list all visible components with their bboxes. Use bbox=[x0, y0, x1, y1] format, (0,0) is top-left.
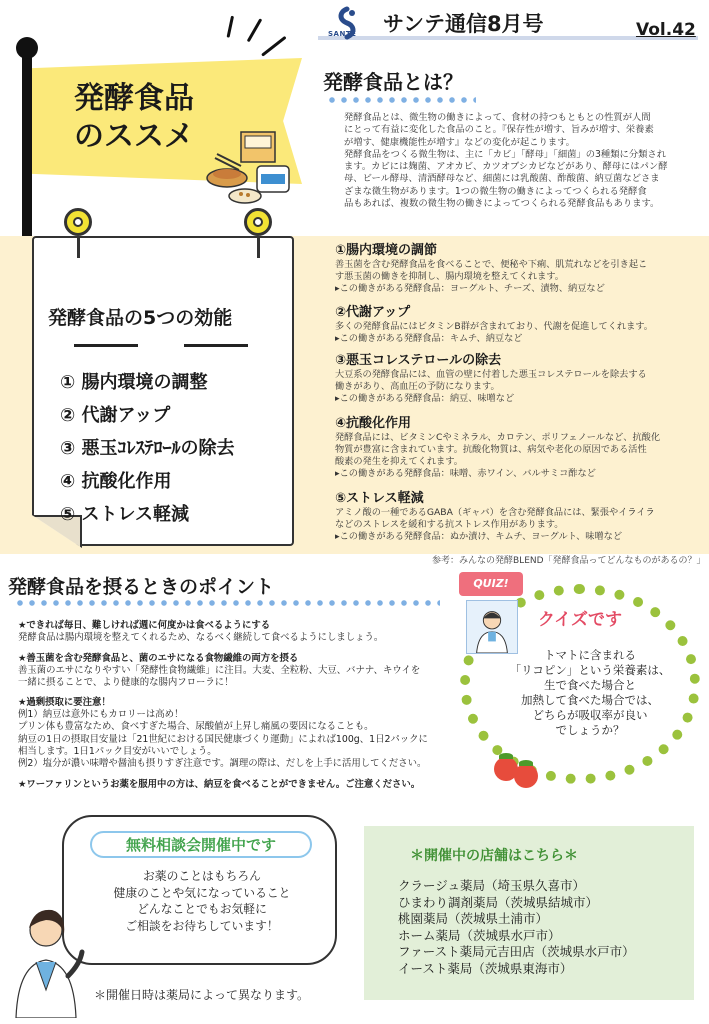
effect-line: ▸この働きがある発酵食品：味噌、赤ワイン、バルサミコ酢など bbox=[335, 468, 596, 479]
effects-card-item: ③ 悪玉ｺﾚｽﾃﾛｰﾙの除去 bbox=[60, 438, 235, 459]
consultation-title: 無料相談会開催中です bbox=[90, 831, 312, 858]
reference-note: 参考：みんなの発酵BLEND「発酵食品ってどんなものがあるの？」 bbox=[432, 556, 706, 566]
logo-text: SANTE bbox=[328, 30, 357, 38]
effect-line: ▸この働きがある発酵食品：ヨーグルト、チーズ、漬物、納豆など bbox=[335, 283, 605, 294]
nurse-illustration-icon bbox=[8, 900, 88, 1018]
accent-ray bbox=[247, 18, 263, 42]
effect-line: 発酵食品には、ビタミンCやミネラル、カロテン、ポリフェノールなど、抗酸化 bbox=[335, 432, 661, 443]
point-item-3 bbox=[18, 697, 448, 770]
pharmacist-icon bbox=[466, 600, 518, 654]
point-line: 相当します。1日1パック目安がいいでしょう。 bbox=[18, 745, 217, 757]
consultation-line: どんなことでもお気軽に bbox=[137, 902, 267, 916]
effect-heading: ④抗酸化作用 bbox=[335, 416, 412, 431]
effects-card-item: ② 代謝アップ bbox=[60, 405, 171, 426]
store-item: イースト薬局（茨城県東海市） bbox=[398, 960, 573, 976]
quiz-line: 生で食べた場合と bbox=[544, 678, 636, 692]
store-item: ホーム薬局（茨城県水戸市） bbox=[398, 927, 561, 943]
effect-heading: ②代謝アップ bbox=[335, 305, 411, 320]
intro-line: 品もあれば、複数の微生物の働きによってつくられる発酵食品もあります。 bbox=[344, 198, 660, 210]
tomato-leaf bbox=[519, 760, 533, 766]
binder-ring-hole bbox=[253, 217, 263, 227]
tomato-icon bbox=[514, 764, 538, 788]
tomato-leaf bbox=[499, 753, 513, 759]
point-line: 発酵食品は腸内環境を整えてくれるため、なるべく継続して食べるようにしましょう。 bbox=[18, 632, 384, 644]
quiz-badge: QUIZ! bbox=[459, 572, 523, 596]
intro-text bbox=[344, 112, 700, 210]
effect-heading: ③悪玉コレステロールの除去 bbox=[335, 353, 502, 368]
binder-ring-leg bbox=[257, 236, 260, 258]
intro-heading-dots bbox=[326, 97, 476, 103]
intro-line: にとって有益に変化した食品のこと。『保存性が増す、旨みが増す、栄養素 bbox=[344, 124, 654, 136]
store-item: ひまわり調剤薬局（茨城県結城市） bbox=[398, 894, 599, 910]
accent-ray bbox=[261, 36, 286, 57]
quiz-line: でしょうか？ bbox=[555, 723, 625, 737]
point-lead: ★過剰摂取に要注意！ bbox=[18, 697, 111, 708]
point-line: 納豆の1日の摂取目安量は「21世紀における国民健康づくり運動」によれば100g、1日2パックに bbox=[18, 733, 428, 745]
consultation-line: お薬のことはもちろん bbox=[143, 869, 261, 883]
quiz-title: クイズです bbox=[538, 610, 622, 630]
effect-heading: ①腸内環境の調節 bbox=[335, 243, 438, 258]
effect-line: す悪玉菌の働きを抑制し、腸内環境を整えてくれます。 bbox=[335, 271, 564, 282]
points-heading: 発酵食品を摂るときのポイント bbox=[8, 576, 275, 598]
effects-card-item: ① 腸内環境の調整 bbox=[60, 372, 208, 393]
intro-heading: 発酵食品とは？ bbox=[323, 70, 463, 94]
effect-line: 物質が豊富に含まれています。抗酸化物質は、病気や老化の原因である活性 bbox=[335, 444, 647, 455]
effect-line: などのストレスを緩和する抗ストレス作用があります。 bbox=[335, 519, 564, 530]
effect-section-3 bbox=[335, 353, 700, 405]
effect-line: 多くの発酵食品にはビタミンB群が含まれており、代謝を促進してくれます。 bbox=[335, 321, 653, 332]
point-lead: ★できれば毎日、難しければ週に何度かは食べるようにする bbox=[18, 620, 271, 631]
point-lead: ★善玉菌を含む発酵食品と、菌のエサになる食物繊維の両方を摂る bbox=[18, 653, 299, 664]
point-line: 一緒に摂ることで、より健康的な腸内フローラに！ bbox=[18, 677, 234, 689]
consultation-body bbox=[82, 868, 322, 934]
point-line: 善玉菌のエサになりやすい「発酵性食物繊維」に注目。大麦、全粒粉、大豆、バナナ、キウイを bbox=[18, 665, 421, 677]
store-item: 桃園薬局（茨城県土浦市） bbox=[398, 911, 549, 927]
effect-line: ▸この働きがある発酵食品：ぬか漬け、キムチ、ヨーグルト、味噌など bbox=[335, 531, 623, 542]
stores-list bbox=[398, 878, 635, 978]
accent-ray bbox=[227, 16, 235, 38]
binder-ring-hole bbox=[73, 217, 83, 227]
point-line: プリン体も豊富なため、食べすぎた場合、尿酸値が上昇し痛風の要因になることも。 bbox=[18, 721, 374, 733]
effects-card-item: ④ 抗酸化作用 bbox=[60, 471, 172, 492]
consultation-note: ＊開催日時は薬局によって異なります。 bbox=[94, 988, 310, 1002]
quiz-question bbox=[505, 648, 675, 738]
consultation-line: ご相談をお待ちしています！ bbox=[125, 918, 279, 933]
effect-section-4 bbox=[335, 416, 700, 480]
point-item-2 bbox=[18, 653, 448, 690]
effect-section-2 bbox=[335, 305, 700, 345]
store-item: ファースト薬局元吉田店（茨城県水戸市） bbox=[398, 944, 635, 960]
intro-line: ざまな微生物があります。1つの微生物の働きによってつくられる発酵食 bbox=[344, 185, 647, 197]
volume-number: Vol.42 bbox=[636, 20, 696, 40]
effects-card-title: 発酵食品の5つの効能 bbox=[48, 307, 233, 329]
points-heading-dots bbox=[14, 600, 440, 606]
effect-line: アミノ酸の一種であるGABA（ギャバ）を含む発酵食品には、緊張やイライラ bbox=[335, 507, 655, 518]
effect-section-1 bbox=[335, 243, 700, 295]
intro-line: 母、ビール酵母、清酒酵母など、細菌には乳酸菌、酢酸菌、納豆菌などさま bbox=[344, 173, 660, 185]
point-lead: ★ワーファリンというお薬を服用中の方は、納豆を食べることができません。ご注意ください。 bbox=[18, 779, 421, 790]
effect-line: 酸素の発生を抑えてくれます。 bbox=[335, 456, 463, 467]
intro-line: ます。カビには麹菌、アオカビ、カツオブシカビなどがあり、酵母にはパン酵 bbox=[344, 161, 668, 173]
point-item-1 bbox=[18, 620, 448, 644]
flag-pole bbox=[22, 44, 32, 244]
quiz-line: 「リコピン」という栄養素は、 bbox=[509, 663, 671, 677]
effects-card-list bbox=[60, 372, 235, 537]
binder-ring-leg bbox=[77, 236, 80, 258]
card-divider bbox=[184, 344, 248, 347]
effect-line: 大豆系の発酵食品には、血管の壁に付着した悪玉コレステロールを除去する bbox=[335, 369, 647, 380]
intro-line: 発酵食品とは、微生物の働きによって、食材の持つもともとの性質が人間 bbox=[344, 112, 651, 123]
quiz-line: 加熱して食べた場合では、 bbox=[521, 693, 659, 707]
newsletter-title: サンテ通信8月号 bbox=[383, 12, 544, 36]
intro-line: 発酵食品をつくる微生物は、主に「カビ」「酵母」「細菌」の3種類に分類され bbox=[344, 148, 667, 160]
effect-section-5 bbox=[335, 491, 700, 543]
stores-title: ＊開催中の店舗はこちら＊ bbox=[410, 848, 578, 864]
intro-line: が増す、健康機能性が増す』などの変化が起こります。 bbox=[344, 136, 575, 148]
flag-pole-top bbox=[16, 37, 38, 59]
effect-line: 善玉菌を含む発酵食品を食べることで、便秘や下痢、肌荒れなどを引き起こ bbox=[335, 259, 648, 270]
quiz-line: トマトに含まれる bbox=[544, 648, 636, 662]
effect-heading: ⑤ストレス軽減 bbox=[335, 491, 424, 506]
point-line: 例1）納豆は意外にもカロリーは高め！ bbox=[18, 709, 184, 721]
flag-title bbox=[74, 80, 194, 156]
effect-line: ▸この働きがある発酵食品：キムチ、納豆など bbox=[335, 333, 523, 344]
flag-title-line2: のススメ bbox=[74, 119, 194, 154]
card-divider bbox=[74, 344, 138, 347]
fermented-food-illustration-icon bbox=[205, 128, 305, 208]
quiz-line: どちらが吸収率が良い bbox=[532, 708, 648, 722]
flag-title-line1: 発酵食品 bbox=[74, 81, 194, 116]
point-item-4 bbox=[18, 779, 498, 791]
effect-line: 働きがあり、高血圧の予防になります。 bbox=[335, 381, 500, 392]
point-line: 例2）塩分が濃い味噌や醤油も摂りすぎ注意です。調理の際は、だしを上手に活用してください。 bbox=[18, 758, 427, 770]
effects-card-item: ⑤ ストレス軽減 bbox=[60, 504, 189, 525]
consultation-line: 健康のことや気になっていること bbox=[113, 885, 291, 900]
effect-line: ▸この働きがある発酵食品：納豆、味噌など bbox=[335, 393, 515, 404]
store-item: クラージュ薬局（埼玉県久喜市） bbox=[398, 878, 586, 893]
